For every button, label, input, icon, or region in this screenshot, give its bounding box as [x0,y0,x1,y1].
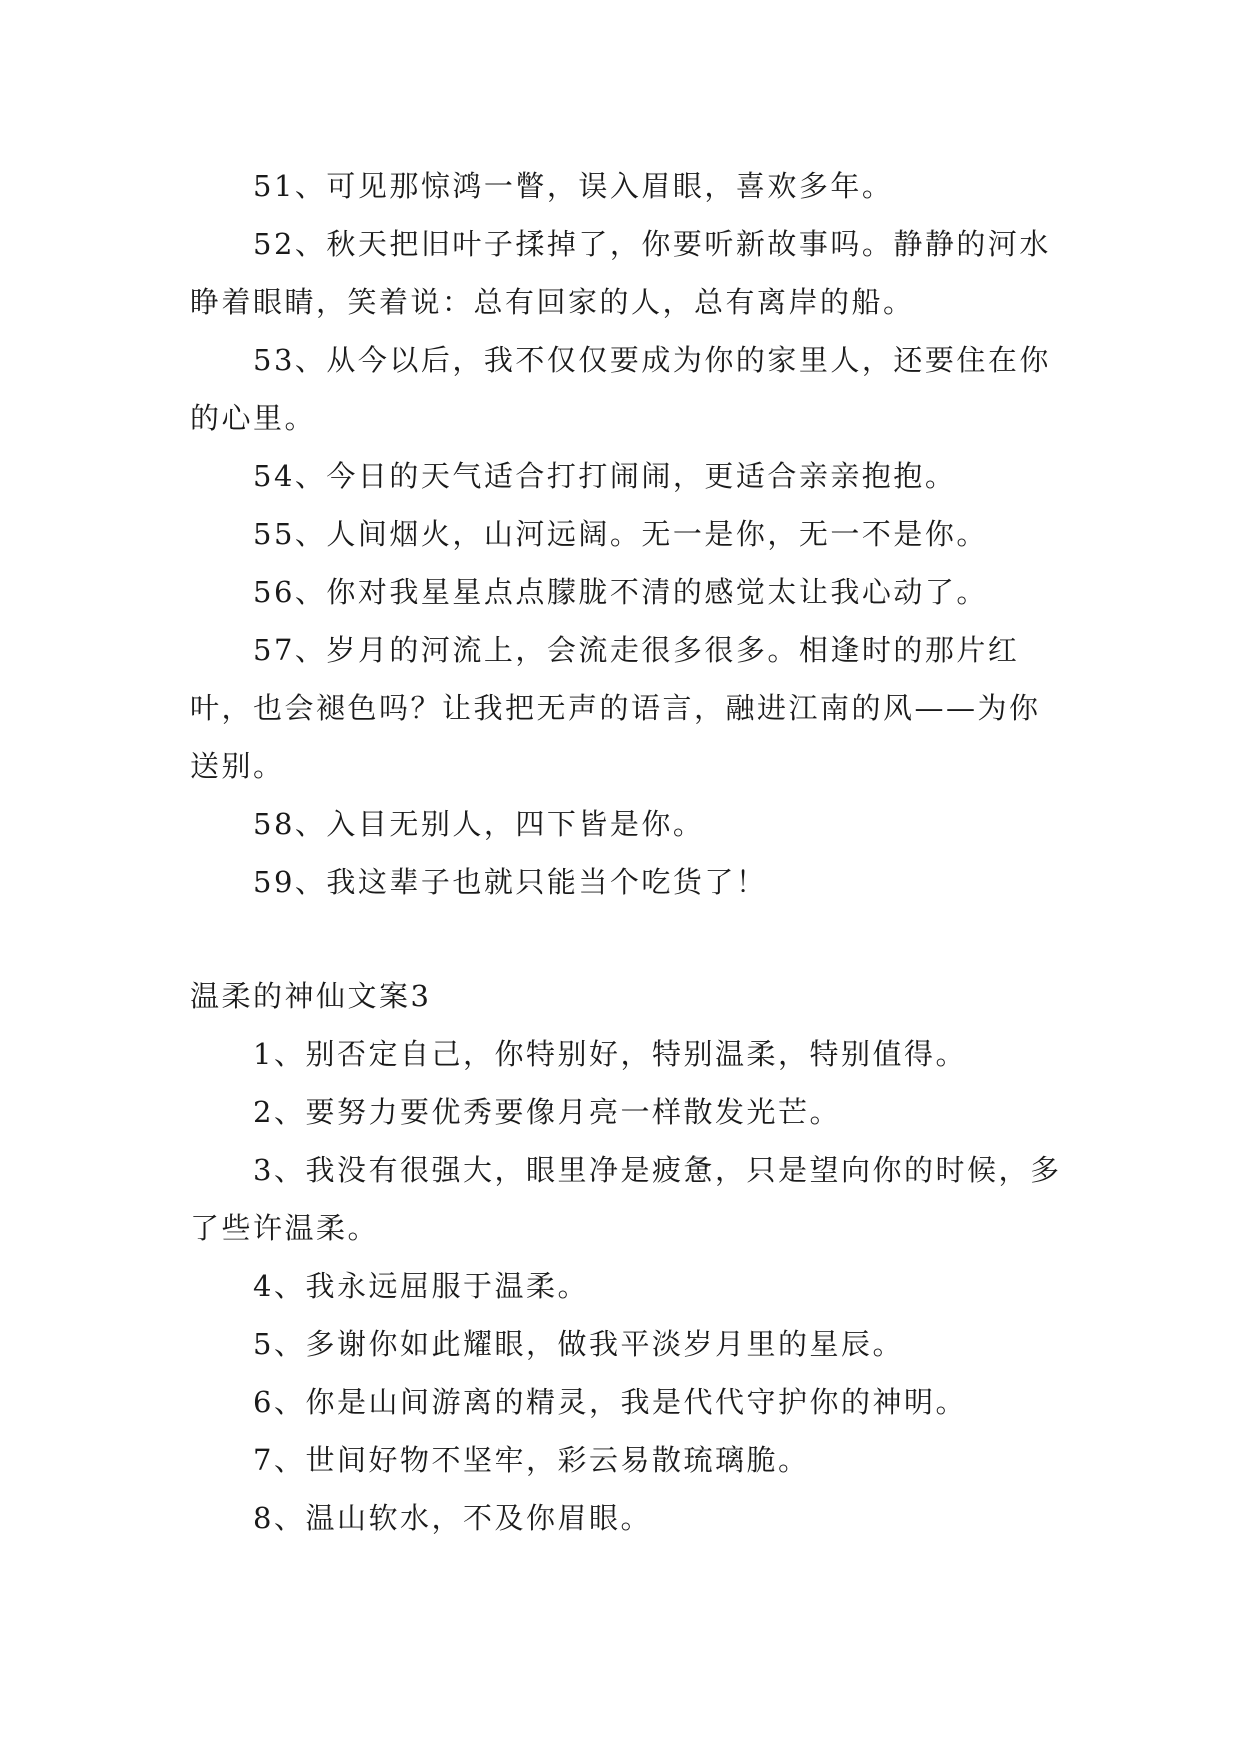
list-item: 55、人间烟火，山河远阔。无一是你，无一不是你。 [253,517,988,551]
list-item: 4、我永远屈服于温柔。 [253,1269,589,1303]
list-item: 57、岁月的河流上，会流走很多很多。相逢时的那片红叶，也会褪色吗？让我把无声的语言，融进江南的风——为你送别。 [190,633,1041,783]
section-b-content [190,967,1070,1547]
list-item: 59、我这辈子也就只能当个吃货了！ [253,865,768,899]
list-item: 54、今日的天气适合打打闹闹，更适合亲亲抱抱。 [253,459,957,493]
list-item: 6、你是山间游离的精灵，我是代代守护你的神明。 [253,1385,967,1419]
list-item: 5、多谢你如此耀眼，做我平淡岁月里的星辰。 [253,1327,904,1361]
list-item: 52、秋天把旧叶子揉掉了，你要听新故事吗。静静的河水睁着眼睛，笑着说：总有回家的人，总有离岸的船。 [190,227,1051,319]
list-item: 2、要努力要优秀要像月亮一样散发光芒。 [253,1095,841,1129]
list-item: 1、别否定自己，你特别好，特别温柔，特别值得。 [253,1037,967,1071]
list-item: 8、温山软水，不及你眉眼。 [253,1501,652,1535]
list-item: 51、可见那惊鸿一瞥，误入眉眼，喜欢多年。 [253,169,894,203]
section-a-content [190,157,1070,911]
list-item: 3、我没有很强大，眼里净是疲惫，只是望向你的时候，多了些许温柔。 [190,1153,1062,1245]
list-item: 53、从今以后，我不仅仅要成为你的家里人，还要住在你的心里。 [190,343,1051,435]
list-item: 56、你对我星星点点朦胧不清的感觉太让我心动了。 [253,575,988,609]
section-heading: 温柔的神仙文案3 [190,979,432,1013]
list-item: 7、世间好物不坚牢，彩云易散琉璃脆。 [253,1443,810,1477]
list-item: 58、入目无别人，四下皆是你。 [253,807,705,841]
